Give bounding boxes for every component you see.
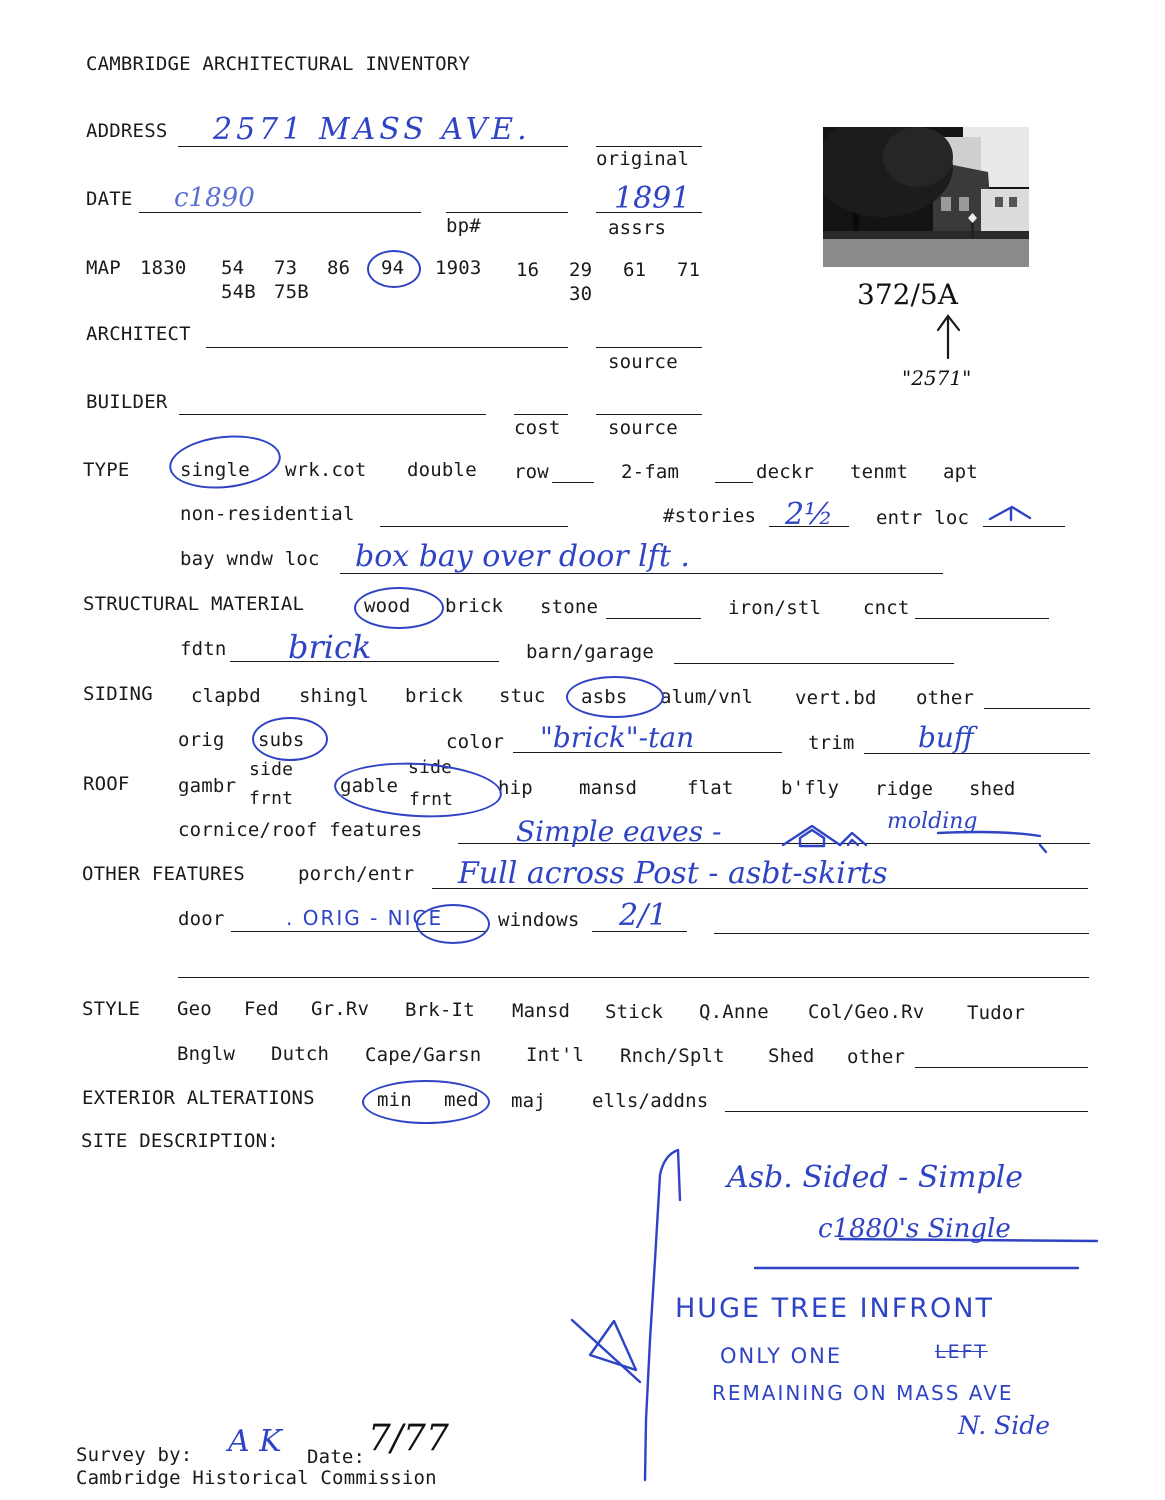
map-year: 86 — [327, 257, 351, 279]
survey-label: Survey by: — [76, 1444, 193, 1466]
stories-label: #stories — [663, 505, 757, 527]
hw-porch: Full across Post - asbt-skirts — [458, 856, 888, 891]
siding-option: other — [916, 687, 975, 709]
orig-label: orig — [178, 729, 225, 751]
hw-stories: 2½ — [785, 497, 834, 532]
cost-label: cost — [514, 417, 561, 439]
hw-color: "brick"-tan — [540, 721, 695, 754]
alteration-option: min — [377, 1089, 412, 1111]
map-year: 54 — [221, 257, 245, 279]
type-label: TYPE — [83, 459, 130, 481]
hw-survey-date: 7/77 — [368, 1418, 449, 1459]
roof-option: gambr — [178, 775, 237, 797]
map-year: 16 — [516, 259, 540, 281]
subs-label: subs — [258, 729, 305, 751]
style-option: Int'l — [526, 1044, 585, 1066]
form-title: CAMBRIDGE ARCHITECTURAL INVENTORY — [86, 53, 471, 75]
hw-cornice: Simple eaves - — [516, 815, 722, 848]
door-label: door — [178, 908, 225, 930]
hw-photo-ref: 372/5A — [857, 278, 958, 311]
siding-option: stuc — [499, 685, 546, 707]
hw-fdtn: brick — [288, 628, 372, 666]
type-option: row — [514, 461, 549, 483]
siding-option: alum/vnl — [660, 686, 754, 708]
hw-site-note: HUGE TREE INFRONT — [675, 1293, 994, 1324]
structural-option: iron/stl — [728, 597, 822, 619]
alteration-option: maj — [511, 1090, 546, 1112]
roof-option: flat — [687, 777, 734, 799]
map-year: 30 — [569, 283, 593, 305]
style-option: Rnch/Splt — [620, 1045, 725, 1067]
structural-option: brick — [445, 595, 504, 617]
roof-label: ROOF — [83, 773, 130, 795]
map-year: 75B — [274, 281, 309, 303]
hw-trim: buff — [918, 721, 974, 754]
map-year: 1903 — [435, 257, 482, 279]
siding-option: vert.bd — [795, 687, 877, 709]
alterations-label: EXTERIOR ALTERATIONS — [82, 1087, 315, 1109]
structural-label: STRUCTURAL MATERIAL — [83, 593, 305, 615]
windows-label: windows — [498, 909, 580, 931]
cornice-label: cornice/roof features — [178, 819, 423, 841]
source-label: source — [608, 351, 678, 373]
style-option: other — [847, 1046, 906, 1068]
source-label: source — [608, 417, 678, 439]
hw-address: 2571 MASS AVE. — [213, 112, 531, 147]
alteration-option: med — [444, 1089, 479, 1111]
bp-label: bp# — [446, 215, 481, 237]
type-option: deckr — [756, 461, 815, 483]
map-label: MAP — [86, 257, 121, 279]
type-option: 2-fam — [621, 461, 680, 483]
hw-site-note: Asb. Sided - Simple — [727, 1160, 1024, 1195]
bay-label: bay wndw loc — [180, 548, 320, 570]
original-label: original — [596, 148, 690, 170]
style-label: STYLE — [82, 998, 141, 1020]
hw-door: . ORIG - NICE — [286, 906, 444, 930]
style-option: Dutch — [271, 1043, 330, 1065]
siding-option: asbs — [581, 686, 628, 708]
roof-option: b'fly — [781, 777, 840, 799]
nonres-label: non-residential — [180, 503, 355, 525]
siding-label: SIDING — [83, 683, 153, 705]
roof-option: shed — [969, 778, 1016, 800]
assrs-label: assrs — [608, 217, 667, 239]
address-label: ADDRESS — [86, 120, 168, 142]
map-year: 71 — [677, 259, 701, 281]
map-year: 94 — [381, 257, 405, 279]
commission-name: Cambridge Historical Commission — [76, 1467, 437, 1489]
hw-site-note: ONLY ONE — [720, 1344, 843, 1368]
style-option: Bnglw — [177, 1043, 236, 1065]
frnt-label: frnt — [409, 789, 454, 810]
roof-option: gable — [340, 775, 399, 797]
hw-cornice-extra: molding — [887, 809, 978, 834]
porch-label: porch/entr — [298, 863, 415, 885]
map-year: 1830 — [140, 257, 187, 279]
map-year: 61 — [623, 259, 647, 281]
structural-option: stone — [540, 596, 599, 618]
style-option: Shed — [768, 1045, 815, 1067]
style-option: Col/Geo.Rv — [808, 1001, 925, 1023]
date-label: DATE — [86, 188, 133, 210]
siding-option: shingl — [299, 685, 369, 707]
type-option: tenmt — [850, 461, 909, 483]
map-year: 73 — [274, 257, 298, 279]
type-option: apt — [943, 461, 978, 483]
style-option: Fed — [244, 998, 279, 1020]
color-label: color — [446, 731, 505, 753]
hw-assrs: 1891 — [614, 181, 691, 216]
hw-date: c1890 — [174, 183, 255, 213]
survey-date-label: Date: — [307, 1446, 366, 1468]
hw-site-note: c1880's Single — [818, 1214, 1011, 1244]
side-label: side — [408, 757, 453, 778]
siding-option: clapbd — [191, 685, 261, 707]
style-option: Cape/Garsn — [365, 1044, 482, 1066]
roof-option: ridge — [875, 778, 934, 800]
style-option: Brk-It — [405, 999, 475, 1021]
style-option: Mansd — [512, 1000, 571, 1022]
architect-label: ARCHITECT — [86, 323, 191, 345]
style-option: Stick — [605, 1001, 664, 1023]
roof-option: mansd — [579, 777, 638, 799]
siding-option: brick — [405, 685, 464, 707]
hw-site-note-struck: LEFT — [935, 1341, 988, 1363]
type-option: wrk.cot — [285, 459, 367, 481]
map-year: 29 — [569, 259, 593, 281]
map-year: 54B — [221, 281, 256, 303]
hw-windows: 2/1 — [619, 898, 668, 933]
hw-site-note: REMAINING ON MASS AVE — [712, 1381, 1014, 1405]
builder-label: BUILDER — [86, 391, 168, 413]
roof-option: hip — [498, 777, 533, 799]
ells-label: ells/addns — [592, 1090, 709, 1112]
site-label: SITE DESCRIPTION: — [81, 1130, 279, 1152]
hw-bay: box bay over door lft . — [355, 539, 690, 574]
frnt-label: frnt — [249, 788, 294, 809]
side-label: side — [249, 759, 294, 780]
entr-loc-label: entr loc — [876, 507, 970, 529]
hw-site-note: N. Side — [958, 1411, 1051, 1440]
style-option: Tudor — [967, 1002, 1026, 1024]
hw-photo-caption: "2571" — [902, 366, 972, 390]
structural-option: cnct — [863, 597, 910, 619]
structural-option: wood — [364, 595, 411, 617]
fdtn-label: fdtn — [180, 638, 227, 660]
type-option: single — [180, 459, 250, 481]
type-option: double — [407, 459, 477, 481]
hw-survey-by: A K — [228, 1424, 282, 1459]
style-option: Geo — [177, 998, 212, 1020]
other-features-label: OTHER FEATURES — [82, 863, 245, 885]
barn-label: barn/garage — [526, 641, 655, 663]
style-option: Gr.Rv — [311, 998, 370, 1020]
style-option: Q.Anne — [699, 1001, 769, 1023]
trim-label: trim — [808, 732, 855, 754]
